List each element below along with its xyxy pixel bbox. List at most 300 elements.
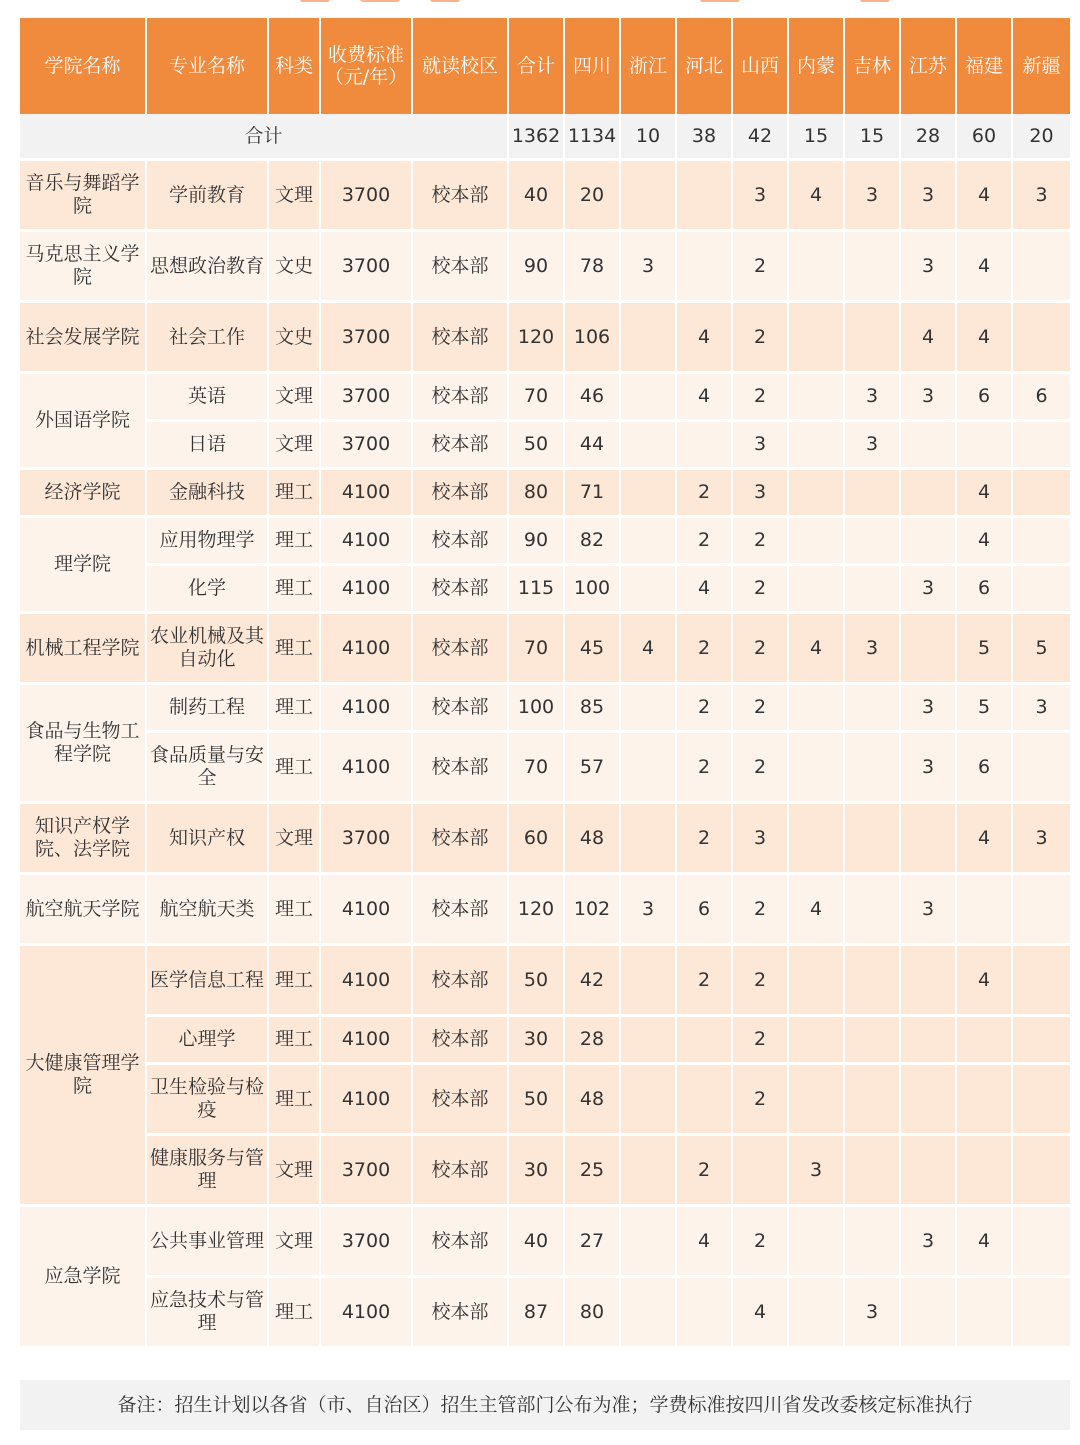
total-cell: 28 <box>901 114 957 161</box>
table-row <box>20 946 1070 1017</box>
subject-type: 理工 <box>269 470 321 518</box>
campus: 校本部 <box>413 1065 509 1136</box>
quota-cell: 78 <box>565 232 621 303</box>
campus: 校本部 <box>413 422 509 470</box>
quota-cell: 2 <box>733 614 789 685</box>
quota-cell: 2 <box>733 1017 789 1065</box>
fee: 3700 <box>321 232 413 303</box>
quota-cell: 6 <box>677 875 733 946</box>
subject-type: 理工 <box>269 875 321 946</box>
quota-cell: 3 <box>845 614 901 685</box>
quota-cell <box>677 422 733 470</box>
fee: 4100 <box>321 685 413 733</box>
quota-cell <box>957 875 1013 946</box>
quota-cell <box>845 1207 901 1278</box>
quota-cell <box>621 374 677 422</box>
quota-cell: 70 <box>509 374 565 422</box>
quota-cell: 2 <box>733 566 789 614</box>
quota-cell <box>789 804 845 875</box>
quota-cell: 102 <box>565 875 621 946</box>
quota-cell: 2 <box>677 804 733 875</box>
quota-cell: 40 <box>509 1207 565 1278</box>
table-row <box>20 733 1070 804</box>
total-cell: 15 <box>845 114 901 161</box>
subject-type: 理工 <box>269 1017 321 1065</box>
table-row <box>20 1017 1070 1065</box>
quota-cell <box>789 303 845 374</box>
quota-cell: 25 <box>565 1136 621 1207</box>
quota-cell: 5 <box>957 614 1013 685</box>
quota-cell <box>789 1207 845 1278</box>
quota-cell: 3 <box>733 422 789 470</box>
table-row <box>20 422 1070 470</box>
total-cell: 10 <box>621 114 677 161</box>
quota-cell: 4 <box>733 1278 789 1349</box>
quota-cell: 20 <box>565 161 621 232</box>
quota-cell <box>1013 946 1070 1017</box>
quota-cell: 42 <box>565 946 621 1017</box>
quota-cell <box>1013 875 1070 946</box>
quota-cell: 85 <box>565 685 621 733</box>
college-name: 理学院 <box>20 518 147 614</box>
quota-cell: 2 <box>733 303 789 374</box>
column-header: 河北 <box>677 18 733 114</box>
quota-cell: 2 <box>733 518 789 566</box>
quota-cell: 3 <box>901 1207 957 1278</box>
total-label: 合计 <box>20 114 509 161</box>
quota-cell <box>789 518 845 566</box>
quota-cell <box>789 470 845 518</box>
quota-cell: 30 <box>509 1017 565 1065</box>
quota-cell: 90 <box>509 518 565 566</box>
quota-cell <box>677 1278 733 1349</box>
total-cell: 20 <box>1013 114 1070 161</box>
quota-cell <box>1013 566 1070 614</box>
quota-cell: 4 <box>957 303 1013 374</box>
quota-cell <box>1013 1065 1070 1136</box>
column-header: 福建 <box>957 18 1013 114</box>
quota-cell: 2 <box>677 518 733 566</box>
major-name: 应急技术与管理 <box>147 1278 269 1349</box>
quota-cell <box>789 946 845 1017</box>
quota-cell <box>621 946 677 1017</box>
quota-cell <box>1013 1136 1070 1207</box>
quota-cell: 6 <box>957 566 1013 614</box>
total-cell: 42 <box>733 114 789 161</box>
quota-cell: 2 <box>677 470 733 518</box>
fee: 3700 <box>321 804 413 875</box>
total-cell: 38 <box>677 114 733 161</box>
campus: 校本部 <box>413 1136 509 1207</box>
quota-cell: 3 <box>901 875 957 946</box>
table-row <box>20 1136 1070 1207</box>
subject-type: 文理 <box>269 1136 321 1207</box>
quota-cell: 100 <box>509 685 565 733</box>
quota-cell <box>957 1065 1013 1136</box>
major-name: 社会工作 <box>147 303 269 374</box>
quota-cell <box>845 303 901 374</box>
quota-cell <box>845 1136 901 1207</box>
enrollment-plan-table <box>20 18 1070 1349</box>
quota-cell <box>1013 1207 1070 1278</box>
subject-type: 理工 <box>269 733 321 804</box>
quota-cell: 57 <box>565 733 621 804</box>
quota-cell: 2 <box>733 1065 789 1136</box>
quota-cell <box>845 566 901 614</box>
major-name: 金融科技 <box>147 470 269 518</box>
quota-cell: 4 <box>789 875 845 946</box>
fee: 4100 <box>321 470 413 518</box>
quota-cell <box>677 232 733 303</box>
table-row <box>20 232 1070 303</box>
quota-cell <box>789 685 845 733</box>
quota-cell: 50 <box>509 1065 565 1136</box>
fee: 3700 <box>321 303 413 374</box>
quota-cell: 4 <box>677 1207 733 1278</box>
quota-cell <box>901 1065 957 1136</box>
quota-cell <box>957 422 1013 470</box>
quota-cell <box>1013 1017 1070 1065</box>
quota-cell <box>845 1017 901 1065</box>
quota-cell: 3 <box>845 374 901 422</box>
campus: 校本部 <box>413 566 509 614</box>
quota-cell <box>621 1065 677 1136</box>
quota-cell <box>677 1065 733 1136</box>
college-name: 食品与生物工程学院 <box>20 685 147 804</box>
quota-cell: 3 <box>1013 161 1070 232</box>
subject-type: 文理 <box>269 374 321 422</box>
quota-cell: 115 <box>509 566 565 614</box>
subject-type: 文理 <box>269 1207 321 1278</box>
quota-cell <box>733 1136 789 1207</box>
quota-cell <box>957 1278 1013 1349</box>
quota-cell <box>621 470 677 518</box>
table-row <box>20 1065 1070 1136</box>
column-header: 江苏 <box>901 18 957 114</box>
quota-cell <box>957 1017 1013 1065</box>
quota-cell: 2 <box>733 232 789 303</box>
fee: 3700 <box>321 1207 413 1278</box>
quota-cell: 2 <box>733 374 789 422</box>
quota-cell: 4 <box>677 566 733 614</box>
quota-cell: 2 <box>677 733 733 804</box>
fee: 3700 <box>321 422 413 470</box>
quota-cell: 48 <box>565 1065 621 1136</box>
quota-cell <box>621 1017 677 1065</box>
fee: 4100 <box>321 1017 413 1065</box>
college-name: 知识产权学院、法学院 <box>20 804 147 875</box>
table-row <box>20 1278 1070 1349</box>
quota-cell: 4 <box>621 614 677 685</box>
subject-type: 文理 <box>269 422 321 470</box>
quota-cell: 82 <box>565 518 621 566</box>
campus: 校本部 <box>413 518 509 566</box>
campus: 校本部 <box>413 614 509 685</box>
quota-cell: 3 <box>901 161 957 232</box>
quota-cell <box>621 303 677 374</box>
quota-cell <box>789 1065 845 1136</box>
quota-cell: 3 <box>733 804 789 875</box>
quota-cell: 87 <box>509 1278 565 1349</box>
quota-cell: 4 <box>901 303 957 374</box>
quota-cell: 4 <box>789 161 845 232</box>
table-row <box>20 804 1070 875</box>
table-row <box>20 566 1070 614</box>
quota-cell: 6 <box>957 733 1013 804</box>
quota-cell: 80 <box>565 1278 621 1349</box>
header-row <box>20 18 1070 114</box>
quota-cell <box>789 733 845 804</box>
column-header: 四川 <box>565 18 621 114</box>
table-row <box>20 470 1070 518</box>
fee: 4100 <box>321 946 413 1017</box>
table-row <box>20 161 1070 232</box>
major-name: 公共事业管理 <box>147 1207 269 1278</box>
fee: 4100 <box>321 614 413 685</box>
quota-cell: 80 <box>509 470 565 518</box>
campus: 校本部 <box>413 1017 509 1065</box>
quota-cell: 3 <box>1013 685 1070 733</box>
campus: 校本部 <box>413 374 509 422</box>
quota-cell: 71 <box>565 470 621 518</box>
quota-cell: 100 <box>565 566 621 614</box>
major-name: 学前教育 <box>147 161 269 232</box>
fee: 4100 <box>321 1065 413 1136</box>
quota-cell: 3 <box>789 1136 845 1207</box>
quota-cell: 2 <box>733 1207 789 1278</box>
quota-cell <box>1013 232 1070 303</box>
total-cell: 1362 <box>509 114 565 161</box>
major-name: 健康服务与管理 <box>147 1136 269 1207</box>
table-row <box>20 685 1070 733</box>
quota-cell <box>1013 518 1070 566</box>
quota-cell <box>845 804 901 875</box>
quota-cell: 3 <box>901 232 957 303</box>
column-header: 收费标准（元/年） <box>321 18 413 114</box>
quota-cell: 4 <box>957 1207 1013 1278</box>
quota-cell <box>621 685 677 733</box>
quota-cell: 3 <box>621 875 677 946</box>
quota-cell: 3 <box>733 470 789 518</box>
quota-cell <box>621 733 677 804</box>
quota-cell: 40 <box>509 161 565 232</box>
fee: 3700 <box>321 374 413 422</box>
quota-cell: 4 <box>957 232 1013 303</box>
quota-cell <box>845 1065 901 1136</box>
quota-cell <box>901 1136 957 1207</box>
quota-cell: 3 <box>733 161 789 232</box>
campus: 校本部 <box>413 804 509 875</box>
quota-cell: 50 <box>509 422 565 470</box>
total-cell: 1134 <box>565 114 621 161</box>
campus: 校本部 <box>413 875 509 946</box>
quota-cell: 2 <box>733 875 789 946</box>
quota-cell <box>845 875 901 946</box>
total-cell: 60 <box>957 114 1013 161</box>
college-name: 航空航天学院 <box>20 875 147 946</box>
quota-cell: 6 <box>957 374 1013 422</box>
campus: 校本部 <box>413 232 509 303</box>
quota-cell: 106 <box>565 303 621 374</box>
quota-cell <box>901 422 957 470</box>
college-name: 经济学院 <box>20 470 147 518</box>
quota-cell <box>1013 470 1070 518</box>
major-name: 食品质量与安全 <box>147 733 269 804</box>
quota-cell: 4 <box>957 518 1013 566</box>
quota-cell: 3 <box>901 566 957 614</box>
column-header: 浙江 <box>621 18 677 114</box>
quota-cell: 70 <box>509 614 565 685</box>
college-name: 机械工程学院 <box>20 614 147 685</box>
major-name: 农业机械及其自动化 <box>147 614 269 685</box>
quota-cell <box>901 614 957 685</box>
college-name: 大健康管理学院 <box>20 946 147 1207</box>
quota-cell: 2 <box>677 946 733 1017</box>
table-row <box>20 875 1070 946</box>
major-name: 英语 <box>147 374 269 422</box>
quota-cell <box>845 946 901 1017</box>
quota-cell <box>677 161 733 232</box>
quota-cell: 4 <box>789 614 845 685</box>
footnote: 备注：招生计划以各省（市、自治区）招生主管部门公布为准；学费标准按四川省发改委核定标准执行 <box>20 1380 1070 1430</box>
quota-cell <box>789 422 845 470</box>
quota-cell <box>845 232 901 303</box>
subject-type: 理工 <box>269 614 321 685</box>
column-header: 吉林 <box>845 18 901 114</box>
quota-cell: 28 <box>565 1017 621 1065</box>
table-row <box>20 614 1070 685</box>
quota-cell <box>1013 303 1070 374</box>
campus: 校本部 <box>413 1278 509 1349</box>
quota-cell <box>845 733 901 804</box>
column-header: 科类 <box>269 18 321 114</box>
campus: 校本部 <box>413 733 509 804</box>
column-header: 合计 <box>509 18 565 114</box>
quota-cell: 3 <box>901 733 957 804</box>
quota-cell: 120 <box>509 303 565 374</box>
fee: 3700 <box>321 161 413 232</box>
college-name: 音乐与舞蹈学院 <box>20 161 147 232</box>
quota-cell: 3 <box>1013 804 1070 875</box>
quota-cell: 45 <box>565 614 621 685</box>
table-row <box>20 374 1070 422</box>
quota-cell <box>677 1017 733 1065</box>
quota-cell: 2 <box>733 685 789 733</box>
quota-cell <box>621 1207 677 1278</box>
subject-type: 理工 <box>269 566 321 614</box>
subject-type: 理工 <box>269 1065 321 1136</box>
major-name: 化学 <box>147 566 269 614</box>
quota-cell <box>901 1017 957 1065</box>
quota-cell <box>901 1278 957 1349</box>
major-name: 日语 <box>147 422 269 470</box>
quota-cell: 4 <box>957 161 1013 232</box>
quota-cell <box>901 946 957 1017</box>
college-name: 马克思主义学院 <box>20 232 147 303</box>
quota-cell <box>789 232 845 303</box>
quota-cell: 3 <box>901 374 957 422</box>
subject-type: 文理 <box>269 804 321 875</box>
quota-cell <box>957 1136 1013 1207</box>
subject-type: 文史 <box>269 232 321 303</box>
column-header: 新疆 <box>1013 18 1070 114</box>
quota-cell <box>621 422 677 470</box>
quota-cell: 70 <box>509 733 565 804</box>
column-header: 就读校区 <box>413 18 509 114</box>
quota-cell: 3 <box>901 685 957 733</box>
quota-cell <box>789 1017 845 1065</box>
table-row <box>20 303 1070 374</box>
fee: 4100 <box>321 875 413 946</box>
quota-cell <box>901 470 957 518</box>
column-header: 专业名称 <box>147 18 269 114</box>
quota-cell <box>789 1278 845 1349</box>
quota-cell <box>621 804 677 875</box>
subject-type: 文理 <box>269 161 321 232</box>
quota-cell: 90 <box>509 232 565 303</box>
major-name: 制药工程 <box>147 685 269 733</box>
quota-cell <box>621 518 677 566</box>
column-header: 学院名称 <box>20 18 147 114</box>
major-name: 思想政治教育 <box>147 232 269 303</box>
college-name: 外国语学院 <box>20 374 147 470</box>
quota-cell: 30 <box>509 1136 565 1207</box>
fee: 4100 <box>321 1278 413 1349</box>
fee: 3700 <box>321 1136 413 1207</box>
column-header: 山西 <box>733 18 789 114</box>
subject-type: 理工 <box>269 685 321 733</box>
quota-cell: 50 <box>509 946 565 1017</box>
quota-cell: 44 <box>565 422 621 470</box>
quota-cell: 4 <box>677 374 733 422</box>
quota-cell: 60 <box>509 804 565 875</box>
quota-cell: 2 <box>677 614 733 685</box>
quota-cell <box>621 161 677 232</box>
table-body <box>20 114 1070 1349</box>
major-name: 卫生检验与检疫 <box>147 1065 269 1136</box>
quota-cell <box>621 1136 677 1207</box>
quota-cell: 6 <box>1013 374 1070 422</box>
campus: 校本部 <box>413 685 509 733</box>
major-name: 航空航天类 <box>147 875 269 946</box>
quota-cell: 3 <box>621 232 677 303</box>
subject-type: 理工 <box>269 518 321 566</box>
quota-cell: 5 <box>957 685 1013 733</box>
subject-type: 文史 <box>269 303 321 374</box>
quota-cell <box>1013 422 1070 470</box>
quota-cell: 3 <box>845 1278 901 1349</box>
quota-cell: 2 <box>677 685 733 733</box>
quota-cell: 27 <box>565 1207 621 1278</box>
table-row <box>20 1207 1070 1278</box>
major-name: 医学信息工程 <box>147 946 269 1017</box>
quota-cell: 4 <box>677 303 733 374</box>
major-name: 应用物理学 <box>147 518 269 566</box>
quota-cell: 46 <box>565 374 621 422</box>
quota-cell: 2 <box>677 1136 733 1207</box>
quota-cell <box>845 685 901 733</box>
campus: 校本部 <box>413 946 509 1017</box>
column-header: 内蒙 <box>789 18 845 114</box>
campus: 校本部 <box>413 1207 509 1278</box>
quota-cell <box>1013 733 1070 804</box>
fee: 4100 <box>321 518 413 566</box>
quota-cell: 2 <box>733 733 789 804</box>
quota-cell: 3 <box>845 161 901 232</box>
quota-cell <box>901 804 957 875</box>
quota-cell <box>621 1278 677 1349</box>
quota-cell <box>845 518 901 566</box>
